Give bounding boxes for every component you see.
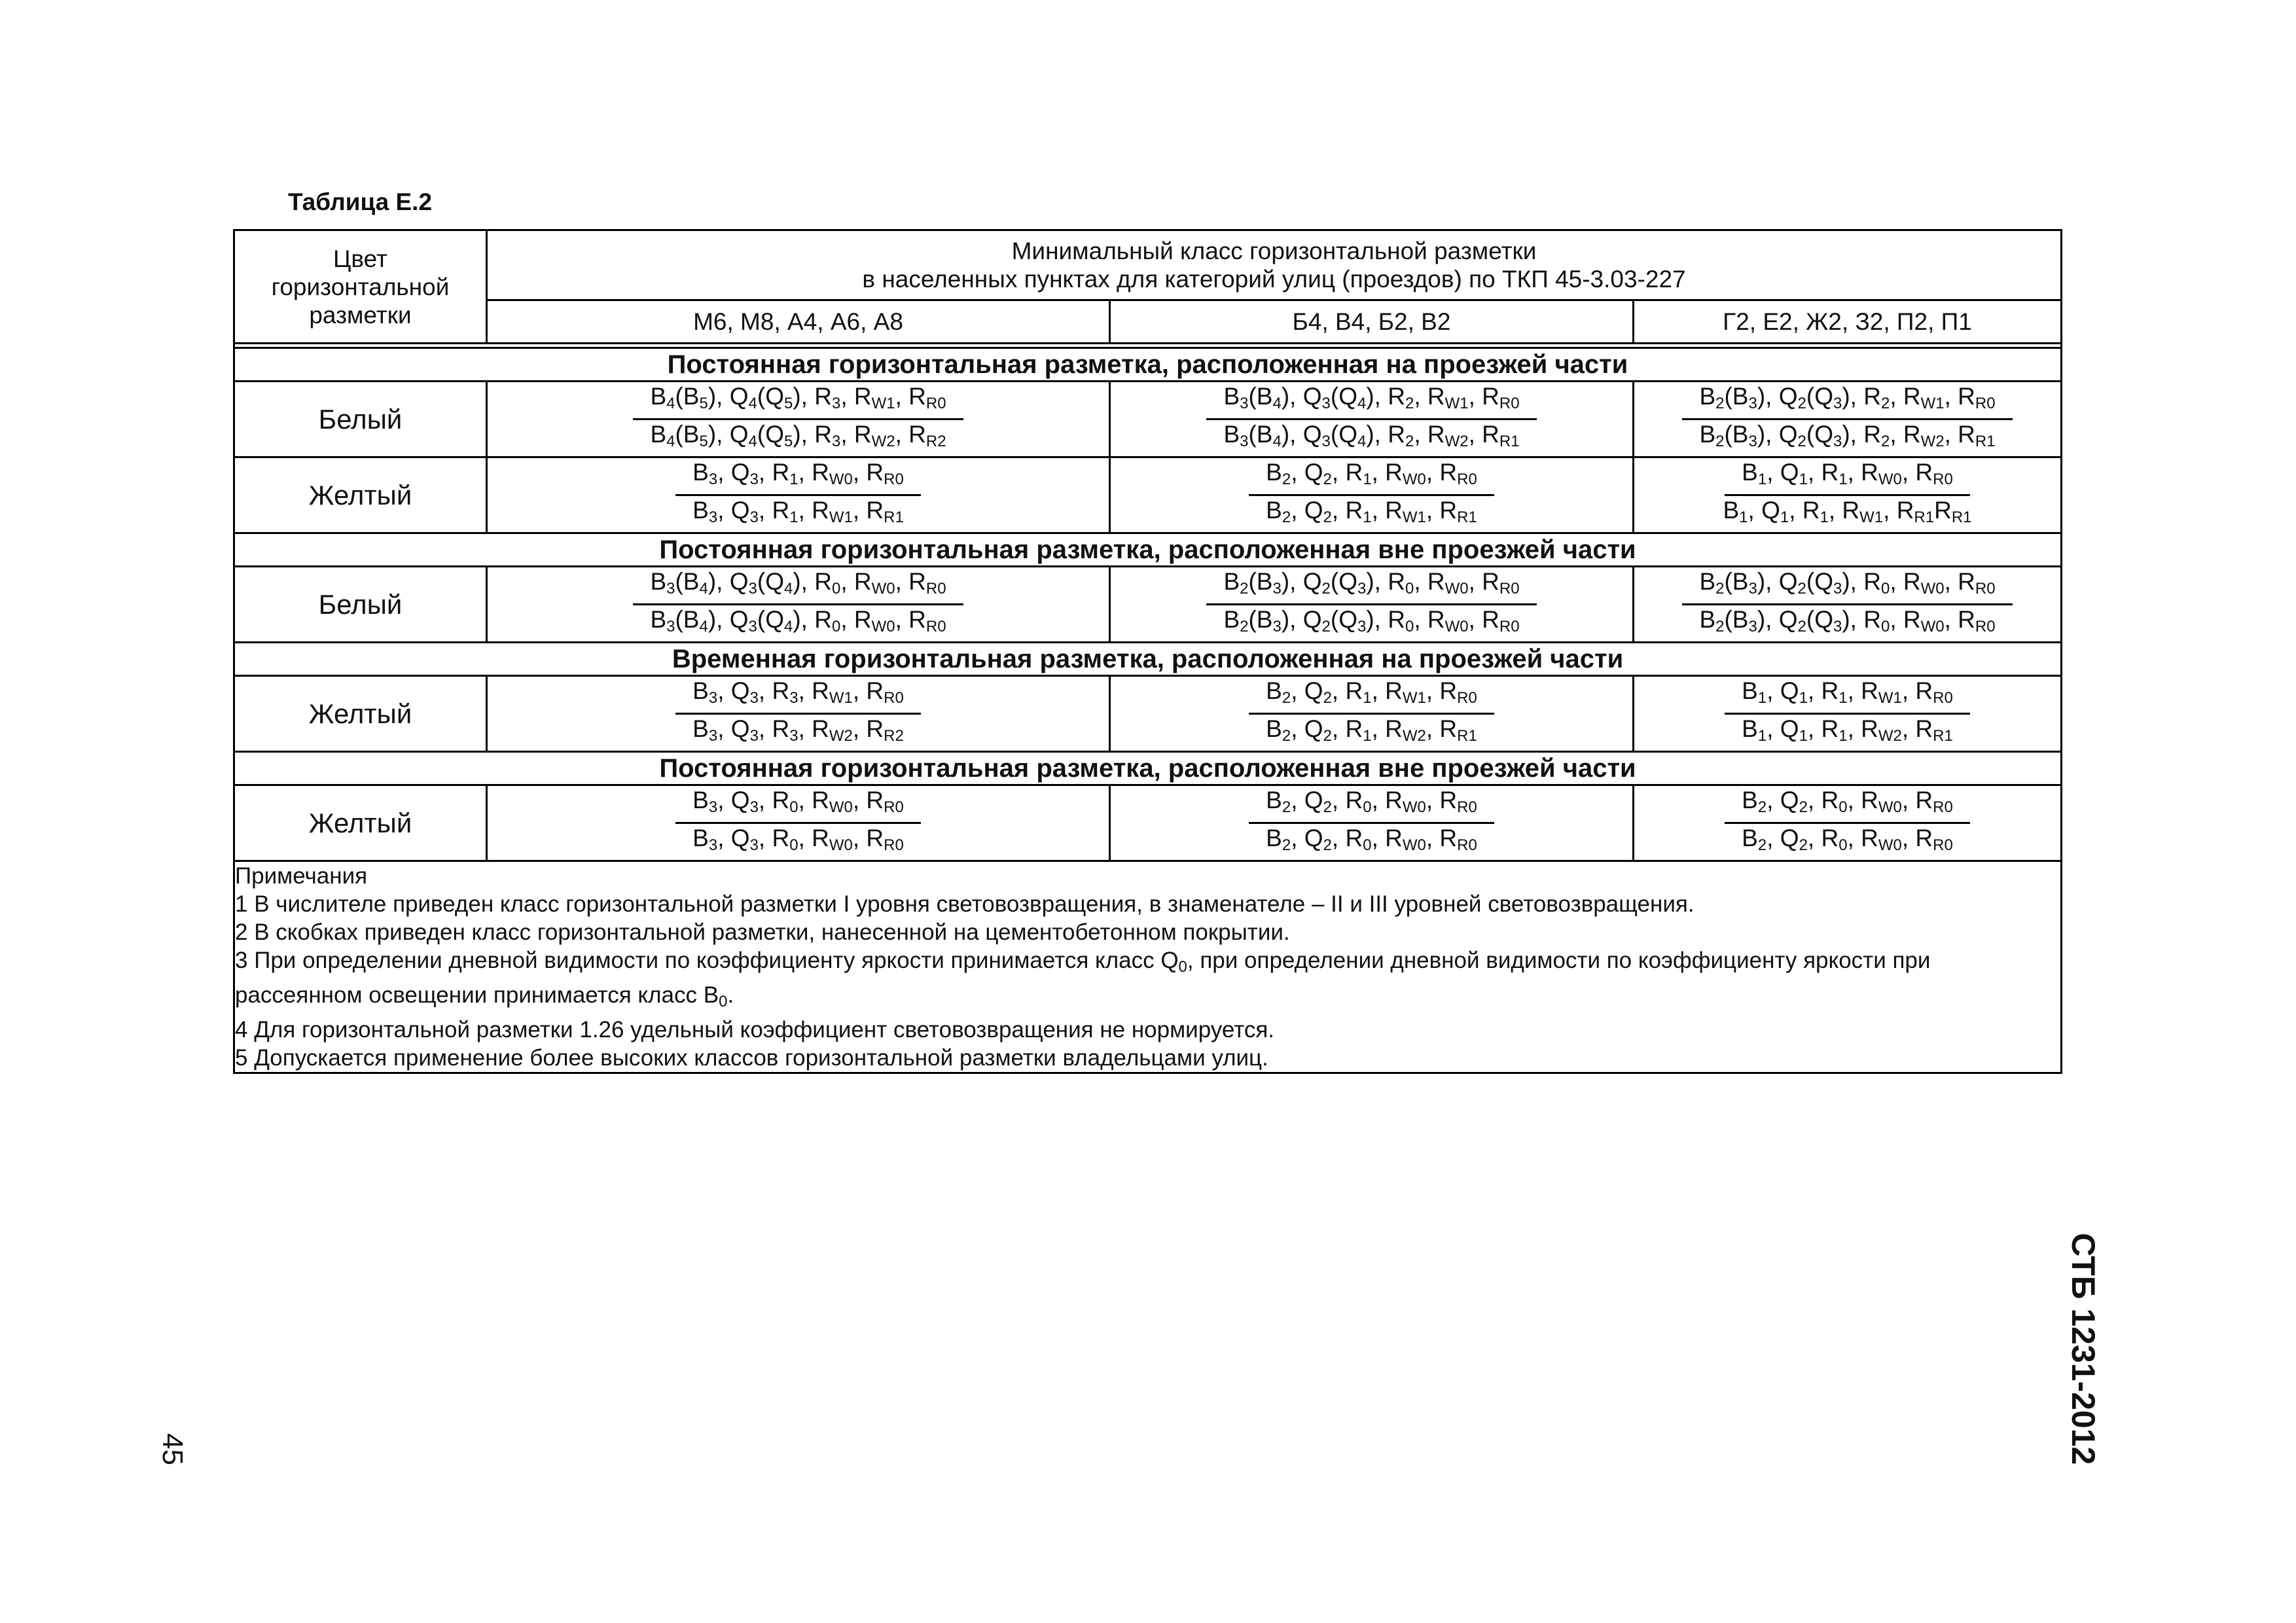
page-number: 45 xyxy=(156,1433,188,1465)
note-item: 1 В числителе приведен класс горизонтальной разметки I уровня световозвращения, в знаменателе – II и III уровней световозвращения. xyxy=(235,891,1695,917)
class-denominator: $B_3$, $Q_3$, $R_0$, $R_{W0}$, $R_{R0}$ xyxy=(692,825,904,854)
class-denominator: $B_3(B_4)$, $Q_3(Q_4)$, $R_0$, $R_{W0}$, $R_{R0}$ xyxy=(650,606,946,635)
section-row xyxy=(234,533,2062,567)
header-color-column: Цвет горизонтальной разметки xyxy=(234,230,487,344)
class-fraction xyxy=(1634,786,2060,860)
class-numerator: $B_2$, $Q_2$, $R_0$, $R_{W0}$, $R_{R0}$ xyxy=(1249,786,1494,824)
class-denominator: $B_3$, $Q_3$, $R_3$, $R_{W2}$, $R_{R2}$ xyxy=(692,715,904,745)
class-cell xyxy=(1110,457,1634,533)
class-fraction xyxy=(1111,458,1632,532)
table-row xyxy=(234,382,2062,457)
class-fraction xyxy=(488,382,1109,456)
class-cell xyxy=(1110,785,1634,861)
marking-color: Желтый xyxy=(234,785,487,861)
marking-color: Желтый xyxy=(234,457,487,533)
class-numerator: $B_2$, $Q_2$, $R_1$, $R_{W1}$, $R_{R0}$ xyxy=(1249,677,1494,715)
class-denominator: $B_2(B_3)$, $Q_2(Q_3)$, $R_2$, $R_{W2}$, $R_{R1}$ xyxy=(1699,421,1996,450)
class-denominator: $B_1$, $Q_1$, $R_1$, $R_{W2}$, $R_{R1}$ xyxy=(1742,715,1953,745)
class-fraction xyxy=(488,786,1109,860)
class-numerator: $B_3$, $Q_3$, $R_1$, $R_{W0}$, $R_{R0}$ xyxy=(675,458,921,496)
class-fraction xyxy=(1111,567,1632,641)
class-cell xyxy=(1634,676,2062,752)
header-category-1: М6, М8, А4, А6, А8 xyxy=(487,300,1110,344)
note-item: 3 При определении дневной видимости по коэффициенту яркости принимается класс $Q_0$, при определении дневной видимости по коэффициенту яркости при рассеянном освещении принимается класс $B_0$. xyxy=(235,948,1931,1010)
class-fraction xyxy=(488,567,1109,641)
class-fraction xyxy=(1111,677,1632,751)
class-denominator: $B_3$, $Q_3$, $R_1$, $R_{W1}$, $R_{R1}$ xyxy=(692,497,904,526)
class-numerator: $B_4(B_5)$, $Q_4(Q_5)$, $R_3$, $R_{W1}$, $R_{R0}$ xyxy=(633,382,963,420)
class-cell xyxy=(487,676,1110,752)
table-row xyxy=(234,676,2062,752)
class-cell xyxy=(487,382,1110,457)
section-title: Постоянная горизонтальная разметка, расположенная вне проезжей части xyxy=(234,533,2062,567)
table-caption: Таблица Е.2 xyxy=(288,188,433,215)
class-numerator: $B_2$, $Q_2$, $R_0$, $R_{W0}$, $R_{R0}$ xyxy=(1725,786,1970,824)
section-row xyxy=(234,643,2062,676)
class-cell xyxy=(487,567,1110,643)
header-min-class-line2: в населенных пунктах для категорий улиц (проездов) по ТКП 45-3.03-227 xyxy=(862,266,1686,293)
class-denominator: $B_2$, $Q_2$, $R_0$, $R_{W0}$, $R_{R0}$ xyxy=(1266,825,1477,854)
class-denominator: $B_2(B_3)$, $Q_2(Q_3)$, $R_0$, $R_{W0}$, $R_{R0}$ xyxy=(1699,606,1996,635)
class-denominator: $B_3(B_4)$, $Q_3(Q_4)$, $R_2$, $R_{W2}$, $R_{R1}$ xyxy=(1223,421,1520,450)
header-category-2: Б4, В4, Б2, В2 xyxy=(1110,300,1634,344)
note-item: 5 Допускается применение более высоких классов горизонтальной разметки владельцами улиц. xyxy=(235,1045,1268,1071)
section-row xyxy=(234,752,2062,785)
class-cell xyxy=(1634,567,2062,643)
notes-title: Примечания xyxy=(235,863,368,889)
class-cell xyxy=(487,457,1110,533)
marking-color: Белый xyxy=(234,382,487,457)
section-row xyxy=(234,348,2062,382)
section-title: Временная горизонтальная разметка, расположенная на проезжей части xyxy=(234,643,2062,676)
class-denominator: $B_2(B_3)$, $Q_2(Q_3)$, $R_0$, $R_{W0}$, $R_{R0}$ xyxy=(1223,606,1520,635)
class-numerator: $B_2(B_3)$, $Q_2(Q_3)$, $R_2$, $R_{W1}$, $R_{R0}$ xyxy=(1682,382,2012,420)
class-fraction xyxy=(1634,677,2060,751)
table-row xyxy=(234,457,2062,533)
header-min-class xyxy=(487,230,2062,300)
class-denominator: $B_2$, $Q_2$, $R_1$, $R_{W2}$, $R_{R1}$ xyxy=(1266,715,1477,745)
class-denominator: $B_1$, $Q_1$, $R_1$, $R_{W1}$, $R_{R1}R_{R1}$ xyxy=(1723,497,1972,526)
notes-row xyxy=(234,861,2062,1073)
document-code: СТБ 1231-2012 xyxy=(2065,1233,2102,1465)
table-row xyxy=(234,785,2062,861)
class-cell xyxy=(1110,567,1634,643)
class-cell xyxy=(1634,785,2062,861)
class-numerator: $B_1$, $Q_1$, $R_1$, $R_{W0}$, $R_{R0}$ xyxy=(1725,458,1970,496)
class-fraction xyxy=(1634,382,2060,456)
table-row xyxy=(234,567,2062,643)
class-denominator: $B_4(B_5)$, $Q_4(Q_5)$, $R_3$, $R_{W2}$, $R_{R2}$ xyxy=(650,421,946,450)
class-denominator: $B_2$, $Q_2$, $R_1$, $R_{W1}$, $R_{R1}$ xyxy=(1266,497,1477,526)
class-numerator: $B_3(B_4)$, $Q_3(Q_4)$, $R_2$, $R_{W1}$, $R_{R0}$ xyxy=(1206,382,1536,420)
marking-color: Желтый xyxy=(234,676,487,752)
class-fraction xyxy=(1111,786,1632,860)
class-numerator: $B_1$, $Q_1$, $R_1$, $R_{W1}$, $R_{R0}$ xyxy=(1725,677,1970,715)
class-numerator: $B_3$, $Q_3$, $R_3$, $R_{W1}$, $R_{R0}$ xyxy=(675,677,921,715)
header-separator xyxy=(234,344,2062,348)
note-item: 4 Для горизонтальной разметки 1.26 удельный коэффициент световозвращения не нормируется. xyxy=(235,1017,1275,1043)
class-numerator: $B_2(B_3)$, $Q_2(Q_3)$, $R_0$, $R_{W0}$, $R_{R0}$ xyxy=(1206,567,1536,605)
class-cell xyxy=(1634,382,2062,457)
class-fraction xyxy=(488,458,1109,532)
section-title: Постоянная горизонтальная разметка, расположенная вне проезжей части xyxy=(234,752,2062,785)
class-fraction xyxy=(1111,382,1632,456)
class-numerator: $B_3$, $Q_3$, $R_0$, $R_{W0}$, $R_{R0}$ xyxy=(675,786,921,824)
class-fraction xyxy=(1634,567,2060,641)
class-cell xyxy=(487,785,1110,861)
header-min-class-line1: Минимальный класс горизонтальной разметки xyxy=(1011,238,1537,265)
class-fraction xyxy=(1634,458,2060,532)
section-title: Постоянная горизонтальная разметка, расположенная на проезжей части xyxy=(234,348,2062,382)
class-cell xyxy=(1634,457,2062,533)
class-numerator: $B_2$, $Q_2$, $R_1$, $R_{W0}$, $R_{R0}$ xyxy=(1249,458,1494,496)
class-denominator: $B_2$, $Q_2$, $R_0$, $R_{W0}$, $R_{R0}$ xyxy=(1742,825,1953,854)
header-category-3: Г2, Е2, Ж2, З2, П2, П1 xyxy=(1634,300,2062,344)
notes-cell xyxy=(234,861,2062,1073)
marking-color: Белый xyxy=(234,567,487,643)
class-fraction xyxy=(488,677,1109,751)
marking-class-table xyxy=(233,229,2062,1074)
class-cell xyxy=(1110,382,1634,457)
class-cell xyxy=(1110,676,1634,752)
class-numerator: $B_3(B_4)$, $Q_3(Q_4)$, $R_0$, $R_{W0}$, $R_{R0}$ xyxy=(633,567,963,605)
note-item: 2 В скобках приведен класс горизонтальной разметки, нанесенной на цементобетонном покрытии. xyxy=(235,919,1290,945)
class-numerator: $B_2(B_3)$, $Q_2(Q_3)$, $R_0$, $R_{W0}$, $R_{R0}$ xyxy=(1682,567,2012,605)
